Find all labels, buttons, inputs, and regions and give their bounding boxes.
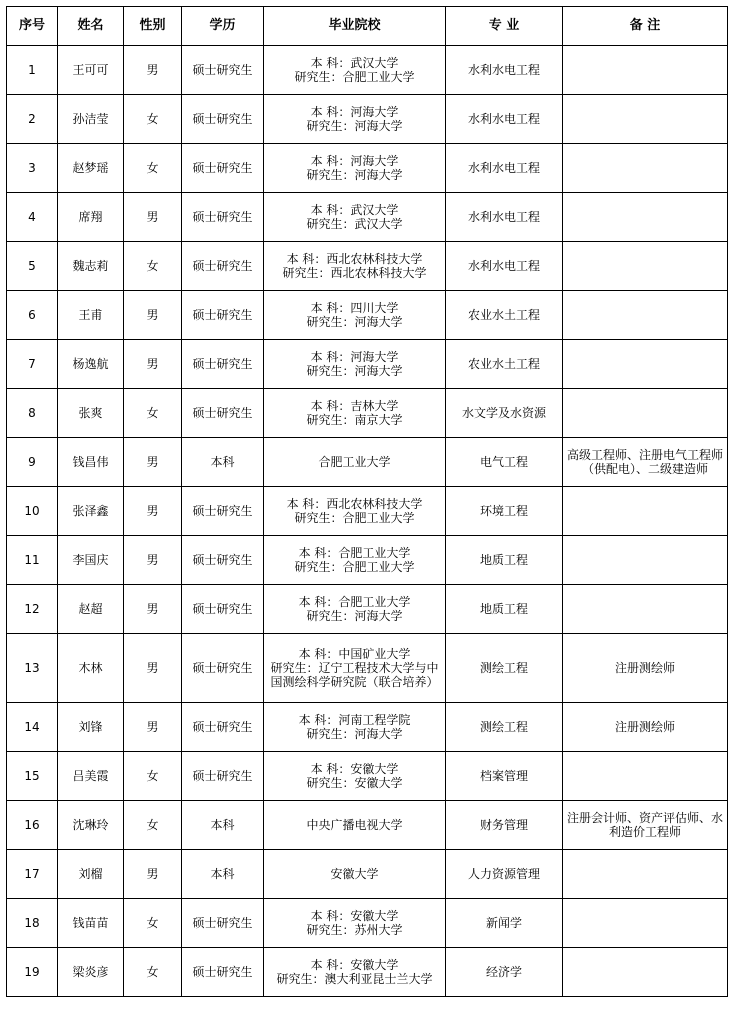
school-line: 研究生：河海大学: [306, 119, 403, 133]
cell-note: 注册测绘师: [563, 634, 728, 703]
cell-note: [563, 46, 728, 95]
cell-gender: 女: [124, 752, 182, 801]
cell-no: 11: [7, 536, 58, 585]
cell-degree: 硕士研究生: [182, 340, 264, 389]
cell-degree: 硕士研究生: [182, 948, 264, 997]
school-line: 研究生：河海大学: [306, 168, 403, 182]
table-row: [7, 703, 728, 752]
school-line: 研究生：辽宁工程技术大学与中国测绘科学研究院（联合培养）: [270, 661, 439, 689]
cell-school: [264, 703, 446, 752]
school-line: 研究生：河海大学: [306, 609, 403, 623]
header-note: 备 注: [563, 7, 728, 46]
cell-name: 刘榴: [58, 850, 124, 899]
cell-degree: 硕士研究生: [182, 291, 264, 340]
table-row: [7, 144, 728, 193]
cell-no: 18: [7, 899, 58, 948]
cell-gender: 女: [124, 801, 182, 850]
cell-major: 环境工程: [446, 487, 563, 536]
cell-no: 12: [7, 585, 58, 634]
header-gender: 性别: [124, 7, 182, 46]
cell-gender: 女: [124, 144, 182, 193]
table-row: [7, 899, 728, 948]
school-line: 研究生：河海大学: [306, 315, 403, 329]
school-line: 研究生：苏州大学: [306, 923, 403, 937]
cell-name: 沈琳玲: [58, 801, 124, 850]
table-row: [7, 242, 728, 291]
cell-degree: 本科: [182, 438, 264, 487]
cell-degree: 本科: [182, 801, 264, 850]
school-line: 本 科：合肥工业大学: [298, 546, 411, 560]
cell-name: 席翔: [58, 193, 124, 242]
table-row: [7, 389, 728, 438]
cell-degree: 硕士研究生: [182, 634, 264, 703]
school-line: 本 科：合肥工业大学: [298, 595, 411, 609]
cell-major: 水利水电工程: [446, 95, 563, 144]
cell-note: [563, 95, 728, 144]
cell-no: 13: [7, 634, 58, 703]
cell-major: 经济学: [446, 948, 563, 997]
school-line: 本 科：安徽大学: [310, 958, 399, 972]
table-row: [7, 634, 728, 703]
cell-degree: 硕士研究生: [182, 487, 264, 536]
school-line: 本 科：河海大学: [310, 105, 399, 119]
cell-name: 李国庆: [58, 536, 124, 585]
school-line: 研究生：合肥工业大学: [294, 70, 415, 84]
cell-degree: 硕士研究生: [182, 703, 264, 752]
cell-school: [264, 850, 446, 899]
cell-school: [264, 438, 446, 487]
cell-degree: 硕士研究生: [182, 193, 264, 242]
cell-school: [264, 291, 446, 340]
school-line: 研究生：澳大利亚昆士兰大学: [276, 972, 433, 986]
table-row: [7, 801, 728, 850]
school-line: 研究生：西北农林科技大学: [282, 266, 427, 280]
cell-degree: 硕士研究生: [182, 389, 264, 438]
cell-degree: 本科: [182, 850, 264, 899]
cell-name: 张泽鑫: [58, 487, 124, 536]
cell-gender: 男: [124, 291, 182, 340]
school-line: 研究生：合肥工业大学: [294, 560, 415, 574]
school-line: 本 科：河海大学: [310, 350, 399, 364]
cell-major: 水利水电工程: [446, 242, 563, 291]
cell-name: 魏志莉: [58, 242, 124, 291]
cell-no: 1: [7, 46, 58, 95]
school-line: 本 科：安徽大学: [310, 909, 399, 923]
header-school: 毕业院校: [264, 7, 446, 46]
cell-degree: 硕士研究生: [182, 585, 264, 634]
cell-no: 19: [7, 948, 58, 997]
header-no: 序号: [7, 7, 58, 46]
table-row: [7, 585, 728, 634]
cell-degree: 硕士研究生: [182, 46, 264, 95]
cell-gender: 女: [124, 95, 182, 144]
school-line: 本 科：河南工程学院: [298, 713, 411, 727]
cell-school: [264, 634, 446, 703]
cell-no: 17: [7, 850, 58, 899]
school-line: 本 科：吉林大学: [310, 399, 399, 413]
cell-name: 赵梦瑶: [58, 144, 124, 193]
table-row: [7, 46, 728, 95]
school-line: 本 科：武汉大学: [310, 56, 399, 70]
cell-note: [563, 291, 728, 340]
school-line: 中央广播电视大学: [306, 818, 403, 832]
cell-major: 农业水土工程: [446, 291, 563, 340]
cell-name: 杨逸航: [58, 340, 124, 389]
cell-school: [264, 193, 446, 242]
cell-school: [264, 242, 446, 291]
school-line: 研究生：安徽大学: [306, 776, 403, 790]
cell-name: 梁炎彦: [58, 948, 124, 997]
cell-note: [563, 389, 728, 438]
cell-no: 2: [7, 95, 58, 144]
table-row: [7, 948, 728, 997]
cell-no: 15: [7, 752, 58, 801]
cell-major: 水利水电工程: [446, 144, 563, 193]
cell-school: [264, 801, 446, 850]
cell-school: [264, 585, 446, 634]
school-line: 本 科：安徽大学: [310, 762, 399, 776]
cell-major: 水利水电工程: [446, 46, 563, 95]
cell-major: 财务管理: [446, 801, 563, 850]
cell-name: 孙洁莹: [58, 95, 124, 144]
school-line: 研究生：南京大学: [306, 413, 403, 427]
cell-major: 档案管理: [446, 752, 563, 801]
cell-gender: 男: [124, 703, 182, 752]
cell-school: [264, 899, 446, 948]
cell-note: [563, 487, 728, 536]
cell-school: [264, 487, 446, 536]
cell-name: 赵超: [58, 585, 124, 634]
cell-school: [264, 46, 446, 95]
cell-major: 电气工程: [446, 438, 563, 487]
cell-name: 王甫: [58, 291, 124, 340]
cell-note: 注册会计师、资产评估师、水利造价工程师: [563, 801, 728, 850]
cell-gender: 男: [124, 193, 182, 242]
cell-gender: 男: [124, 850, 182, 899]
cell-school: [264, 389, 446, 438]
cell-school: [264, 340, 446, 389]
cell-major: 测绘工程: [446, 703, 563, 752]
cell-note: [563, 585, 728, 634]
cell-major: 农业水土工程: [446, 340, 563, 389]
cell-degree: 硕士研究生: [182, 752, 264, 801]
cell-note: [563, 752, 728, 801]
cell-degree: 硕士研究生: [182, 242, 264, 291]
cell-name: 钱昌伟: [58, 438, 124, 487]
school-line: 本 科：四川大学: [310, 301, 399, 315]
cell-name: 木林: [58, 634, 124, 703]
cell-gender: 女: [124, 948, 182, 997]
cell-degree: 硕士研究生: [182, 536, 264, 585]
cell-gender: 男: [124, 634, 182, 703]
cell-no: 5: [7, 242, 58, 291]
table-row: [7, 752, 728, 801]
cell-note: 高级工程师、注册电气工程师（供配电）、二级建造师: [563, 438, 728, 487]
cell-note: [563, 242, 728, 291]
school-line: 研究生：武汉大学: [306, 217, 403, 231]
cell-major: 地质工程: [446, 585, 563, 634]
cell-school: [264, 95, 446, 144]
cell-gender: 男: [124, 585, 182, 634]
table-row: [7, 291, 728, 340]
cell-no: 7: [7, 340, 58, 389]
school-line: 研究生：河海大学: [306, 364, 403, 378]
school-line: 本 科：西北农林科技大学: [286, 252, 423, 266]
cell-no: 6: [7, 291, 58, 340]
cell-school: [264, 536, 446, 585]
cell-name: 吕美霞: [58, 752, 124, 801]
cell-major: 水文学及水资源: [446, 389, 563, 438]
cell-note: [563, 193, 728, 242]
cell-school: [264, 948, 446, 997]
cell-no: 3: [7, 144, 58, 193]
cell-gender: 男: [124, 536, 182, 585]
cell-note: [563, 850, 728, 899]
school-line: 本 科：武汉大学: [310, 203, 399, 217]
cell-school: [264, 752, 446, 801]
school-line: 安徽大学: [330, 867, 379, 881]
cell-school: [264, 144, 446, 193]
personnel-table: [6, 6, 728, 997]
cell-name: 刘锋: [58, 703, 124, 752]
school-line: 本 科：西北农林科技大学: [286, 497, 423, 511]
table-row: [7, 340, 728, 389]
cell-major: 地质工程: [446, 536, 563, 585]
cell-no: 10: [7, 487, 58, 536]
school-line: 合肥工业大学: [318, 455, 391, 469]
header-name: 姓名: [58, 7, 124, 46]
cell-no: 4: [7, 193, 58, 242]
cell-gender: 女: [124, 242, 182, 291]
cell-major: 水利水电工程: [446, 193, 563, 242]
cell-name: 王可可: [58, 46, 124, 95]
cell-note: [563, 536, 728, 585]
header-row: [7, 7, 728, 46]
cell-note: [563, 144, 728, 193]
table-row: [7, 95, 728, 144]
header-degree: 学历: [182, 7, 264, 46]
cell-gender: 女: [124, 899, 182, 948]
cell-note: [563, 948, 728, 997]
table-row: [7, 536, 728, 585]
cell-gender: 女: [124, 389, 182, 438]
school-line: 本 科：中国矿业大学: [298, 647, 411, 661]
cell-gender: 男: [124, 438, 182, 487]
table-row: [7, 850, 728, 899]
cell-major: 新闻学: [446, 899, 563, 948]
header-major: 专 业: [446, 7, 563, 46]
table-row: [7, 487, 728, 536]
cell-degree: 硕士研究生: [182, 899, 264, 948]
cell-no: 16: [7, 801, 58, 850]
cell-note: 注册测绘师: [563, 703, 728, 752]
cell-major: 人力资源管理: [446, 850, 563, 899]
cell-no: 14: [7, 703, 58, 752]
cell-gender: 男: [124, 487, 182, 536]
cell-degree: 硕士研究生: [182, 144, 264, 193]
cell-name: 钱苗苗: [58, 899, 124, 948]
table-row: [7, 438, 728, 487]
cell-gender: 男: [124, 46, 182, 95]
school-line: 研究生：河海大学: [306, 727, 403, 741]
cell-note: [563, 340, 728, 389]
table-row: [7, 193, 728, 242]
cell-note: [563, 899, 728, 948]
cell-no: 9: [7, 438, 58, 487]
cell-name: 张爽: [58, 389, 124, 438]
cell-gender: 男: [124, 340, 182, 389]
cell-degree: 硕士研究生: [182, 95, 264, 144]
school-line: 本 科：河海大学: [310, 154, 399, 168]
table-body: [7, 46, 728, 997]
school-line: 研究生：合肥工业大学: [294, 511, 415, 525]
cell-major: 测绘工程: [446, 634, 563, 703]
cell-no: 8: [7, 389, 58, 438]
